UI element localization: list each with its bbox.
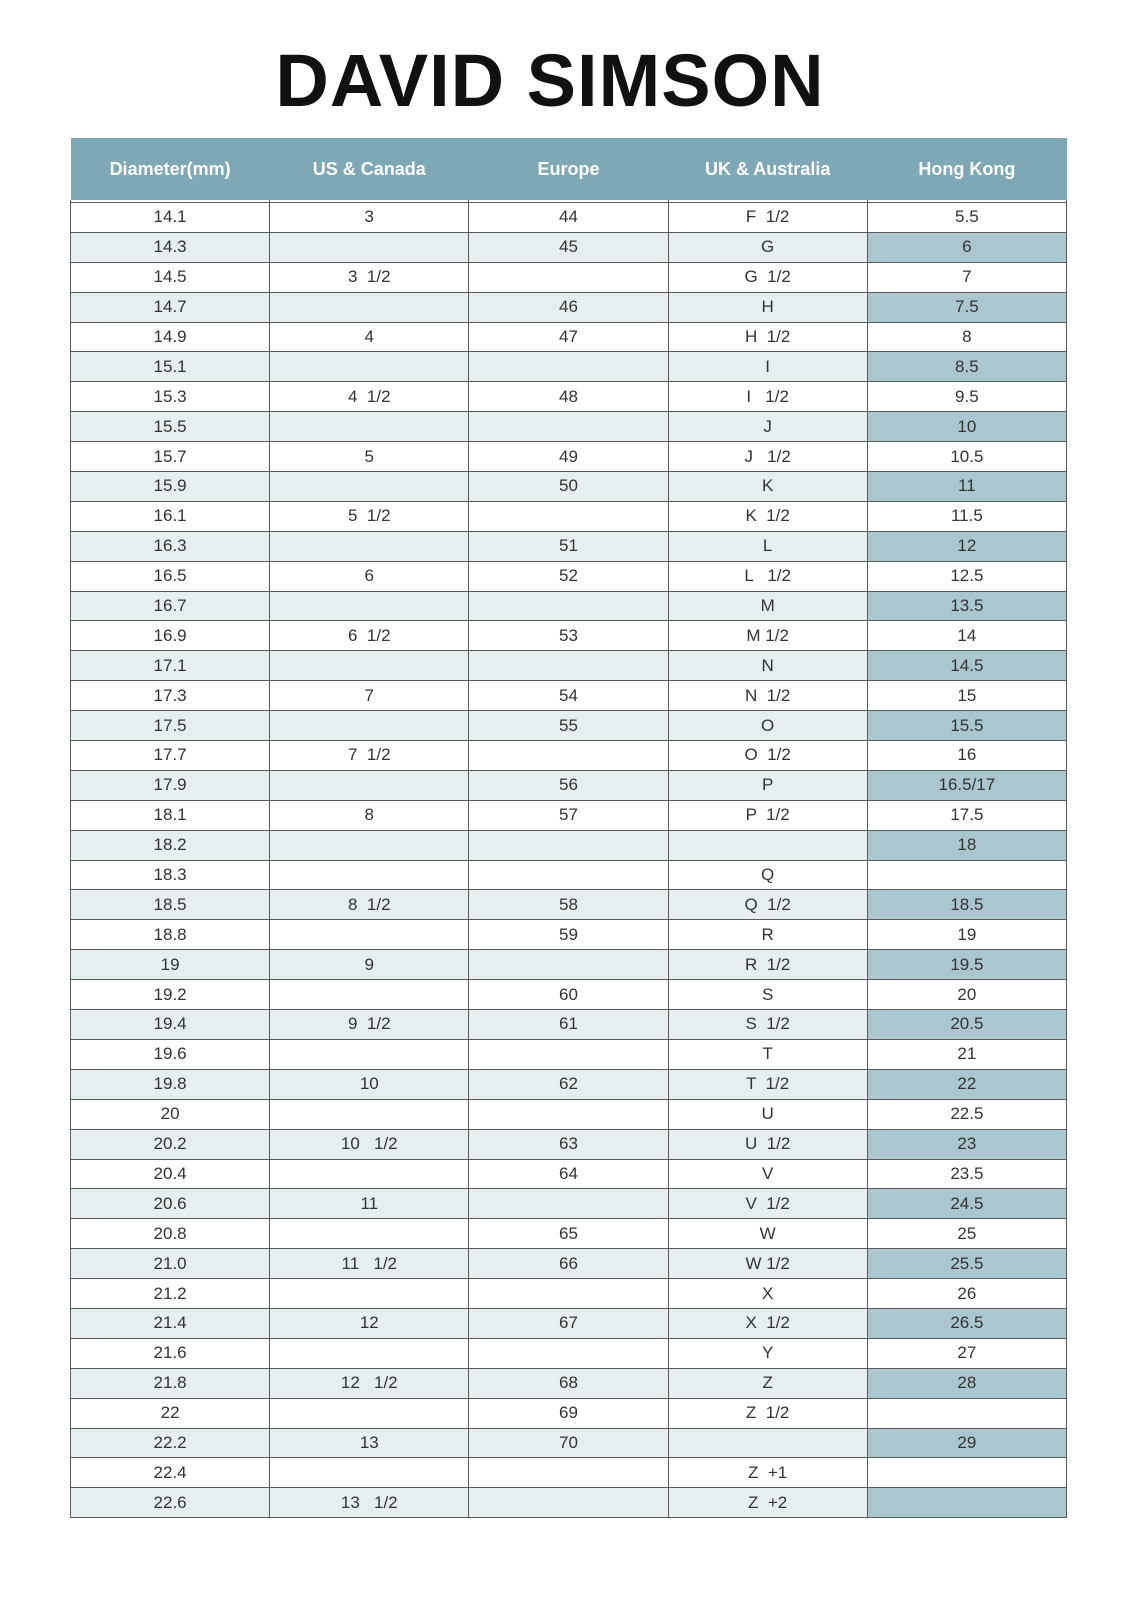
cell-uk-australia: W: [668, 1219, 867, 1249]
cell-diameter: 20.2: [71, 1129, 270, 1159]
cell-europe: 48: [469, 382, 668, 412]
cell-hong-kong: 28: [867, 1368, 1066, 1398]
cell-europe: [469, 501, 668, 531]
cell-uk-australia: Z 1/2: [668, 1398, 867, 1428]
cell-uk-australia: X: [668, 1279, 867, 1309]
cell-diameter: 18.8: [71, 920, 270, 950]
cell-us-canada: 9 1/2: [270, 1010, 469, 1040]
cell-uk-australia: G 1/2: [668, 262, 867, 292]
table-row: [71, 1219, 1067, 1249]
cell-diameter: 22: [71, 1398, 270, 1428]
cell-us-canada: 13: [270, 1428, 469, 1458]
cell-uk-australia: S 1/2: [668, 1010, 867, 1040]
cell-hong-kong: 9.5: [867, 382, 1066, 412]
cell-europe: 52: [469, 561, 668, 591]
cell-hong-kong: 15: [867, 681, 1066, 711]
cell-hong-kong: 8: [867, 322, 1066, 352]
cell-hong-kong: 26.5: [867, 1308, 1066, 1338]
table-row: [71, 232, 1067, 262]
cell-europe: [469, 950, 668, 980]
cell-uk-australia: Q: [668, 860, 867, 890]
cell-europe: 46: [469, 292, 668, 322]
cell-uk-australia: O 1/2: [668, 741, 867, 771]
table-row: [71, 980, 1067, 1010]
table-row: [71, 1010, 1067, 1040]
table-row: [71, 860, 1067, 890]
cell-us-canada: 11 1/2: [270, 1249, 469, 1279]
cell-europe: [469, 352, 668, 382]
table-row: [71, 292, 1067, 322]
cell-hong-kong: 23: [867, 1129, 1066, 1159]
table-row: [71, 1039, 1067, 1069]
cell-diameter: 22.2: [71, 1428, 270, 1458]
cell-us-canada: [270, 472, 469, 502]
cell-us-canada: [270, 830, 469, 860]
cell-hong-kong: 7.5: [867, 292, 1066, 322]
cell-us-canada: [270, 1458, 469, 1488]
cell-uk-australia: F 1/2: [668, 203, 867, 233]
cell-us-canada: [270, 292, 469, 322]
brand-title: DAVID SIMSON: [275, 39, 825, 122]
table-row: [71, 322, 1067, 352]
cell-diameter: 17.9: [71, 770, 270, 800]
cell-diameter: 18.2: [71, 830, 270, 860]
cell-europe: 47: [469, 322, 668, 352]
cell-diameter: 16.9: [71, 621, 270, 651]
table-row: [71, 561, 1067, 591]
table-row: [71, 382, 1067, 412]
cell-europe: 68: [469, 1368, 668, 1398]
table-row: [71, 1249, 1067, 1279]
cell-hong-kong: 8.5: [867, 352, 1066, 382]
cell-europe: [469, 262, 668, 292]
cell-hong-kong: 18: [867, 830, 1066, 860]
col-header-uk-australia: UK & Australia: [668, 138, 867, 200]
table-body: [71, 200, 1067, 1518]
cell-diameter: 16.3: [71, 531, 270, 561]
cell-diameter: 16.7: [71, 591, 270, 621]
table-row: [71, 262, 1067, 292]
cell-hong-kong: 16.5/17: [867, 770, 1066, 800]
cell-hong-kong: 25.5: [867, 1249, 1066, 1279]
table-row: [71, 830, 1067, 860]
table-row: [71, 920, 1067, 950]
header-row: [71, 138, 1067, 200]
cell-us-canada: [270, 1279, 469, 1309]
table-row: [71, 1368, 1067, 1398]
cell-europe: 45: [469, 232, 668, 262]
cell-uk-australia: U 1/2: [668, 1129, 867, 1159]
cell-hong-kong: 19: [867, 920, 1066, 950]
cell-hong-kong: [867, 1398, 1066, 1428]
cell-diameter: 21.0: [71, 1249, 270, 1279]
cell-diameter: 15.3: [71, 382, 270, 412]
cell-diameter: 20.8: [71, 1219, 270, 1249]
cell-us-canada: 3 1/2: [270, 262, 469, 292]
cell-hong-kong: 14.5: [867, 651, 1066, 681]
cell-uk-australia: K 1/2: [668, 501, 867, 531]
table-row: [71, 1129, 1067, 1159]
cell-diameter: 15.5: [71, 412, 270, 442]
cell-europe: 62: [469, 1069, 668, 1099]
cell-hong-kong: 21: [867, 1039, 1066, 1069]
cell-europe: [469, 1279, 668, 1309]
table-row: [71, 412, 1067, 442]
cell-hong-kong: 7: [867, 262, 1066, 292]
cell-hong-kong: 20: [867, 980, 1066, 1010]
cell-diameter: 22.6: [71, 1488, 270, 1518]
cell-us-canada: 10: [270, 1069, 469, 1099]
cell-europe: [469, 651, 668, 681]
cell-uk-australia: G: [668, 232, 867, 262]
cell-uk-australia: L: [668, 531, 867, 561]
cell-uk-australia: J: [668, 412, 867, 442]
cell-diameter: 19.2: [71, 980, 270, 1010]
cell-us-canada: [270, 531, 469, 561]
table-row: [71, 681, 1067, 711]
cell-hong-kong: 15.5: [867, 711, 1066, 741]
table-row: [71, 711, 1067, 741]
cell-us-canada: 12 1/2: [270, 1368, 469, 1398]
cell-diameter: 14.7: [71, 292, 270, 322]
cell-europe: [469, 741, 668, 771]
cell-diameter: 14.9: [71, 322, 270, 352]
cell-diameter: 14.3: [71, 232, 270, 262]
cell-us-canada: 5: [270, 442, 469, 472]
cell-europe: 57: [469, 800, 668, 830]
cell-diameter: 16.5: [71, 561, 270, 591]
cell-us-canada: [270, 1398, 469, 1428]
cell-europe: 70: [469, 1428, 668, 1458]
cell-diameter: 19.4: [71, 1010, 270, 1040]
cell-uk-australia: I: [668, 352, 867, 382]
cell-europe: 51: [469, 531, 668, 561]
cell-hong-kong: 20.5: [867, 1010, 1066, 1040]
table-row: [71, 203, 1067, 233]
cell-hong-kong: [867, 860, 1066, 890]
cell-us-canada: [270, 770, 469, 800]
cell-diameter: 20.6: [71, 1189, 270, 1219]
cell-europe: 65: [469, 1219, 668, 1249]
cell-diameter: 14.5: [71, 262, 270, 292]
cell-europe: 60: [469, 980, 668, 1010]
cell-us-canada: [270, 1039, 469, 1069]
col-header-europe: Europe: [469, 138, 668, 200]
cell-us-canada: 12: [270, 1308, 469, 1338]
cell-europe: 66: [469, 1249, 668, 1279]
cell-diameter: 17.7: [71, 741, 270, 771]
cell-us-canada: [270, 232, 469, 262]
cell-uk-australia: Z: [668, 1368, 867, 1398]
table-row: [71, 1398, 1067, 1428]
cell-europe: [469, 412, 668, 442]
cell-hong-kong: 5.5: [867, 203, 1066, 233]
table-row: [71, 1428, 1067, 1458]
cell-hong-kong: 11: [867, 472, 1066, 502]
table-row: [71, 950, 1067, 980]
cell-diameter: 17.1: [71, 651, 270, 681]
cell-us-canada: [270, 591, 469, 621]
cell-uk-australia: H 1/2: [668, 322, 867, 352]
cell-us-canada: 8 1/2: [270, 890, 469, 920]
cell-hong-kong: 13.5: [867, 591, 1066, 621]
cell-uk-australia: I 1/2: [668, 382, 867, 412]
table-row: [71, 621, 1067, 651]
cell-us-canada: 9: [270, 950, 469, 980]
cell-hong-kong: [867, 1458, 1066, 1488]
cell-diameter: 15.1: [71, 352, 270, 382]
cell-uk-australia: M: [668, 591, 867, 621]
cell-europe: 56: [469, 770, 668, 800]
cell-diameter: 16.1: [71, 501, 270, 531]
cell-uk-australia: V 1/2: [668, 1189, 867, 1219]
cell-us-canada: 3: [270, 203, 469, 233]
cell-us-canada: [270, 711, 469, 741]
cell-uk-australia: S: [668, 980, 867, 1010]
cell-europe: 49: [469, 442, 668, 472]
cell-diameter: 14.1: [71, 203, 270, 233]
ring-size-table: [70, 138, 1067, 1518]
cell-uk-australia: O: [668, 711, 867, 741]
cell-hong-kong: 14: [867, 621, 1066, 651]
cell-uk-australia: [668, 1428, 867, 1458]
cell-hong-kong: 18.5: [867, 890, 1066, 920]
cell-diameter: 17.5: [71, 711, 270, 741]
cell-diameter: 21.6: [71, 1338, 270, 1368]
cell-diameter: 19: [71, 950, 270, 980]
cell-europe: 63: [469, 1129, 668, 1159]
table-row: [71, 741, 1067, 771]
cell-uk-australia: U: [668, 1099, 867, 1129]
cell-uk-australia: R 1/2: [668, 950, 867, 980]
cell-uk-australia: J 1/2: [668, 442, 867, 472]
cell-hong-kong: 11.5: [867, 501, 1066, 531]
cell-europe: 54: [469, 681, 668, 711]
cell-hong-kong: 6: [867, 232, 1066, 262]
cell-hong-kong: 12.5: [867, 561, 1066, 591]
cell-diameter: 20.4: [71, 1159, 270, 1189]
table-row: [71, 770, 1067, 800]
table-row: [71, 1099, 1067, 1129]
cell-us-canada: 5 1/2: [270, 501, 469, 531]
cell-diameter: 19.8: [71, 1069, 270, 1099]
cell-europe: [469, 830, 668, 860]
cell-us-canada: 10 1/2: [270, 1129, 469, 1159]
cell-hong-kong: 22.5: [867, 1099, 1066, 1129]
cell-hong-kong: 25: [867, 1219, 1066, 1249]
cell-europe: [469, 1338, 668, 1368]
cell-hong-kong: [867, 1488, 1066, 1518]
cell-europe: 61: [469, 1010, 668, 1040]
cell-uk-australia: H: [668, 292, 867, 322]
cell-europe: 53: [469, 621, 668, 651]
cell-us-canada: [270, 1338, 469, 1368]
table-row: [71, 1069, 1067, 1099]
cell-uk-australia: W 1/2: [668, 1249, 867, 1279]
cell-europe: [469, 1189, 668, 1219]
cell-us-canada: [270, 980, 469, 1010]
cell-uk-australia: T 1/2: [668, 1069, 867, 1099]
cell-hong-kong: 23.5: [867, 1159, 1066, 1189]
cell-uk-australia: Z +1: [668, 1458, 867, 1488]
cell-us-canada: [270, 352, 469, 382]
cell-europe: [469, 1039, 668, 1069]
cell-hong-kong: 17.5: [867, 800, 1066, 830]
col-header-us-canada: US & Canada: [270, 138, 469, 200]
table-row: [71, 591, 1067, 621]
cell-us-canada: 11: [270, 1189, 469, 1219]
cell-us-canada: [270, 412, 469, 442]
cell-diameter: 15.9: [71, 472, 270, 502]
table-row: [71, 800, 1067, 830]
table-row: [71, 890, 1067, 920]
cell-europe: 55: [469, 711, 668, 741]
cell-europe: [469, 1099, 668, 1129]
cell-uk-australia: Q 1/2: [668, 890, 867, 920]
cell-diameter: 17.3: [71, 681, 270, 711]
cell-europe: 64: [469, 1159, 668, 1189]
cell-us-canada: [270, 860, 469, 890]
cell-europe: [469, 860, 668, 890]
cell-diameter: 18.3: [71, 860, 270, 890]
cell-us-canada: 7: [270, 681, 469, 711]
cell-uk-australia: X 1/2: [668, 1308, 867, 1338]
table-row: [71, 1279, 1067, 1309]
table-row: [71, 1488, 1067, 1518]
cell-europe: 69: [469, 1398, 668, 1428]
cell-us-canada: 7 1/2: [270, 741, 469, 771]
cell-europe: 67: [469, 1308, 668, 1338]
cell-us-canada: 4: [270, 322, 469, 352]
col-header-diameter: Diameter(mm): [71, 138, 270, 200]
cell-us-canada: 6 1/2: [270, 621, 469, 651]
cell-hong-kong: 24.5: [867, 1189, 1066, 1219]
cell-diameter: 21.2: [71, 1279, 270, 1309]
cell-uk-australia: N 1/2: [668, 681, 867, 711]
cell-diameter: 18.5: [71, 890, 270, 920]
table-row: [71, 1308, 1067, 1338]
cell-europe: 58: [469, 890, 668, 920]
cell-diameter: 21.4: [71, 1308, 270, 1338]
cell-hong-kong: 26: [867, 1279, 1066, 1309]
table-row: [71, 442, 1067, 472]
cell-diameter: 15.7: [71, 442, 270, 472]
cell-europe: [469, 1488, 668, 1518]
cell-uk-australia: V: [668, 1159, 867, 1189]
table-row: [71, 352, 1067, 382]
cell-uk-australia: Z +2: [668, 1488, 867, 1518]
table-row: [71, 1338, 1067, 1368]
cell-us-canada: 8: [270, 800, 469, 830]
cell-diameter: 22.4: [71, 1458, 270, 1488]
cell-europe: 59: [469, 920, 668, 950]
table-row: [71, 1458, 1067, 1488]
cell-europe: 50: [469, 472, 668, 502]
cell-hong-kong: 16: [867, 741, 1066, 771]
table-row: [71, 651, 1067, 681]
cell-hong-kong: 27: [867, 1338, 1066, 1368]
cell-europe: 44: [469, 203, 668, 233]
cell-us-canada: [270, 1219, 469, 1249]
cell-hong-kong: 19.5: [867, 950, 1066, 980]
cell-diameter: 18.1: [71, 800, 270, 830]
cell-us-canada: [270, 1099, 469, 1129]
cell-uk-australia: [668, 830, 867, 860]
cell-hong-kong: 10: [867, 412, 1066, 442]
cell-diameter: 21.8: [71, 1368, 270, 1398]
cell-us-canada: 6: [270, 561, 469, 591]
cell-us-canada: [270, 651, 469, 681]
cell-us-canada: [270, 920, 469, 950]
cell-uk-australia: Y: [668, 1338, 867, 1368]
cell-hong-kong: 22: [867, 1069, 1066, 1099]
cell-uk-australia: N: [668, 651, 867, 681]
cell-diameter: 19.6: [71, 1039, 270, 1069]
cell-hong-kong: 29: [867, 1428, 1066, 1458]
cell-uk-australia: K: [668, 472, 867, 502]
cell-europe: [469, 591, 668, 621]
cell-us-canada: 13 1/2: [270, 1488, 469, 1518]
table-row: [71, 1159, 1067, 1189]
cell-us-canada: 4 1/2: [270, 382, 469, 412]
table-row: [71, 472, 1067, 502]
table-row: [71, 501, 1067, 531]
cell-uk-australia: L 1/2: [668, 561, 867, 591]
cell-hong-kong: 12: [867, 531, 1066, 561]
cell-uk-australia: R: [668, 920, 867, 950]
cell-hong-kong: 10.5: [867, 442, 1066, 472]
cell-uk-australia: T: [668, 1039, 867, 1069]
table-row: [71, 531, 1067, 561]
col-header-hong-kong: Hong Kong: [867, 138, 1066, 200]
cell-europe: [469, 1458, 668, 1488]
cell-us-canada: [270, 1159, 469, 1189]
cell-uk-australia: P 1/2: [668, 800, 867, 830]
cell-uk-australia: P: [668, 770, 867, 800]
cell-uk-australia: M 1/2: [668, 621, 867, 651]
table-row: [71, 1189, 1067, 1219]
cell-diameter: 20: [71, 1099, 270, 1129]
